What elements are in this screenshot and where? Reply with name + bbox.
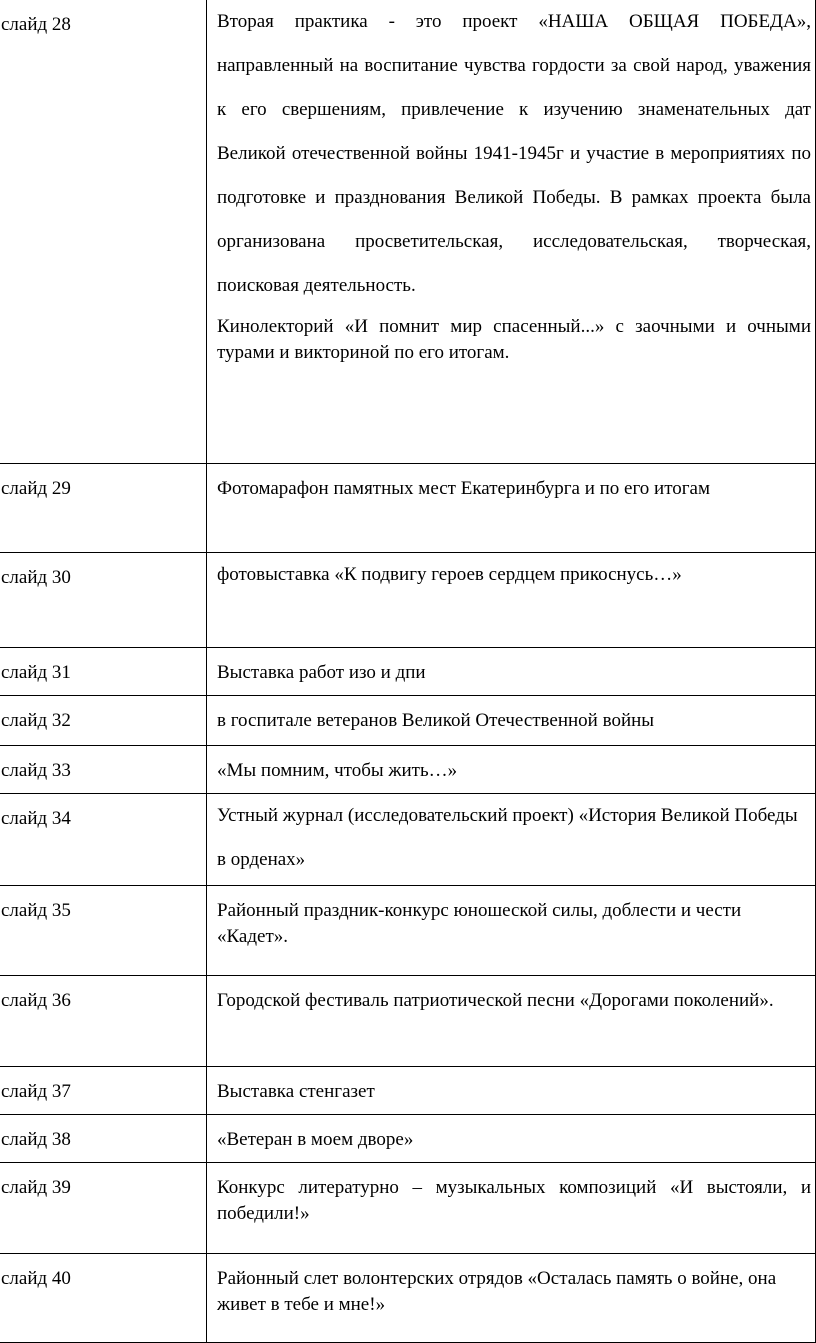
- slide-label-cell: [0, 0, 207, 464]
- table-row: [0, 464, 816, 553]
- slide-label: слайд 38: [1, 1129, 71, 1150]
- row-text: Конкурс литературно – музыкальных композиций «И выстояли, и победили!»: [217, 1177, 811, 1224]
- slide-label: слайд 31: [1, 662, 71, 683]
- slide-label: слайд 34: [1, 808, 71, 829]
- slide-label: слайд 28: [1, 14, 71, 35]
- slide-label: слайд 32: [1, 710, 71, 731]
- row-text: фотовыставка «К подвигу героев сердцем прикоснусь…»: [217, 564, 682, 585]
- row-text: Районный праздник-конкурс юношеской силы, доблести и чести «Кадет».: [217, 900, 742, 947]
- table-row: [0, 886, 816, 976]
- slide-label: слайд 40: [1, 1268, 71, 1289]
- row-text: Выставка работ изо и дпи: [217, 662, 426, 683]
- table-row: [0, 1254, 816, 1343]
- table-row: [0, 553, 816, 648]
- row-text: «Ветеран в моем дворе»: [217, 1129, 414, 1150]
- slide-label: слайд 30: [1, 567, 71, 588]
- row-text: Выставка стенгазет: [217, 1081, 375, 1102]
- project-description: Вторая практика - это проект «НАША ОБЩАЯ ПОБЕДА», направленный на воспитание чувства гордости за свой народ, уважения к его свершениям, привлечение к изучению знаменательных дат Великой отечественной войны 1941-1945г и участие в мероприятиях по подготовке и празднования Великой Победы. В рамках проекта была организована просветительская, исследовательская, творческая, поисковая деятельность.: [217, 11, 811, 296]
- table-row: [0, 794, 816, 886]
- slide-label: слайд 29: [1, 478, 71, 499]
- table-row: [0, 0, 816, 464]
- slide-label: слайд 39: [1, 1177, 71, 1198]
- slide-label: слайд 35: [1, 900, 71, 921]
- table-row: [0, 1067, 816, 1115]
- row-text: в госпитале ветеранов Великой Отечественной войны: [217, 710, 655, 731]
- slide-label: слайд 36: [1, 990, 71, 1011]
- cinema-lecture-text: Кинолекторий «И помнит мир спасенный...» с заочными и очными турами и викториной по его итогам.: [217, 316, 811, 363]
- slide-label: слайд 37: [1, 1081, 71, 1102]
- table-row: [0, 1163, 816, 1254]
- row-text: Городской фестиваль патриотической песни «Дорогами поколений».: [217, 990, 774, 1011]
- table-row: [0, 1115, 816, 1163]
- row-text: Устный журнал (исследовательский проект) «История Великой Победы в орденах»: [217, 805, 798, 870]
- slide-label: слайд 33: [1, 760, 71, 781]
- row-text: Районный слет волонтерских отрядов «Осталась память о войне, она живет в тебе и мне!»: [217, 1268, 777, 1315]
- row-text: Фотомарафон памятных мест Екатеринбурга и по его итогам: [217, 478, 710, 499]
- table-row: [0, 976, 816, 1067]
- table-row: [0, 696, 816, 746]
- table-row: [0, 746, 816, 794]
- description-cell: [207, 0, 816, 464]
- row-text: «Мы помним, чтобы жить…»: [217, 760, 458, 781]
- table-row: [0, 648, 816, 696]
